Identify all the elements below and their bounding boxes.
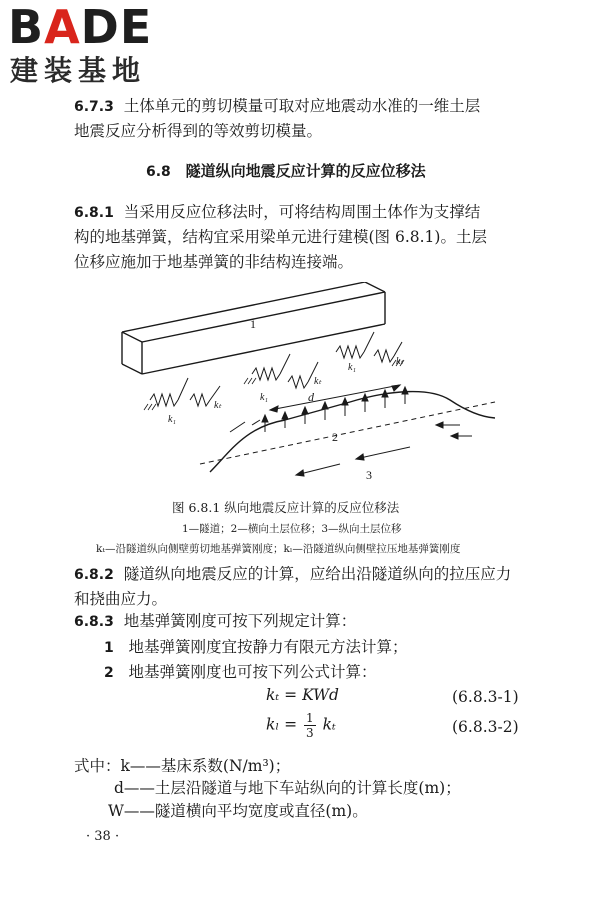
figure-legend-1: 1—隧道；2—横向土层位移；3—纵向土层位移: [182, 523, 402, 535]
label-lateral: 2: [332, 430, 338, 444]
equation-2-number: (6.8.3-2): [452, 718, 519, 736]
clause-6-8-2-line2: 和挠曲应力。: [74, 590, 168, 608]
figure-caption: 图 6.8.1 纵向地震反应计算的反应位移法: [172, 500, 400, 515]
equation-1-number: (6.8.3-1): [452, 688, 519, 706]
clause-6-8-3-item1: 1 地基弹簧刚度宜按静力有限元方法计算；: [104, 638, 408, 656]
figure-6-8-1: [110, 282, 510, 492]
clause-6-8-1-line2: 构的地基弹簧，结构宜采用梁单元进行建模(图 6.8.1)。土层: [74, 228, 487, 246]
where-line-3: W——隧道横向平均宽度或直径(m)。: [108, 802, 368, 820]
figure-legend-2: kₜ—沿隧道纵向侧壁剪切地基弹簧刚度；kₗ—沿隧道纵向侧壁拉压地基弹簧刚度: [96, 543, 461, 555]
clause-6-8-3-line1: 6.8.3 地基弹簧刚度可按下列规定计算：: [74, 612, 357, 630]
label-tunnel: 1: [250, 317, 256, 331]
longitudinal-arrows: [296, 447, 410, 476]
brand-subtitle: 建装基地: [10, 54, 147, 87]
clause-6-8-2-line1: 6.8.2 隧道纵向地震反应的计算，应给出沿隧道纵向的拉压应力: [74, 565, 512, 583]
label-kt-right: kₜ: [396, 356, 404, 367]
fraction: $\frac{1}{3}$: [306, 711, 314, 740]
clause-6-8-1-line1: 6.8.1 当采用反应位移法时，可将结构周围土体作为支撑结: [74, 203, 481, 221]
label-k1-left: k₁: [168, 414, 176, 425]
label-longitudinal: 3: [366, 468, 372, 482]
clause-6-7-3-line1: 6.7.3 土体单元的剪切模量可取对应地震动水准的一维土层: [74, 97, 481, 115]
label-k1-mid: k₁: [260, 392, 268, 403]
clause-6-8-3-item2: 2 地基弹簧刚度也可按下列公式计算：: [104, 663, 377, 681]
label-kt-left: kₜ: [214, 400, 222, 411]
label-k1-right: k₁: [348, 362, 356, 373]
equation-1: kₜ = KWd: [266, 686, 339, 704]
label-kt-mid: kₜ: [314, 376, 322, 387]
equation-2: kₗ = $\frac{1}{3}$ kₜ: [266, 711, 336, 740]
where-line-2: d——土层沿隧道与地下车站纵向的计算长度(m)；: [114, 779, 461, 797]
where-line-1: 式中：k——基床系数(N/m³)；: [74, 757, 291, 775]
brand-logo: [8, 2, 178, 94]
section-6-8-heading: 6.8 隧道纵向地震反应计算的反应位移法: [146, 162, 426, 180]
clause-6-7-3-line2: 地震反应分析得到的等效剪切模量。: [74, 122, 323, 140]
displacement-arrows: [262, 385, 472, 439]
brand-name: BADE: [8, 0, 153, 54]
page-number: · 38 ·: [86, 829, 120, 844]
label-d: d: [308, 390, 314, 404]
clause-6-8-1-line3: 位移应施加于地基弹簧的非结构连接端。: [74, 253, 354, 271]
